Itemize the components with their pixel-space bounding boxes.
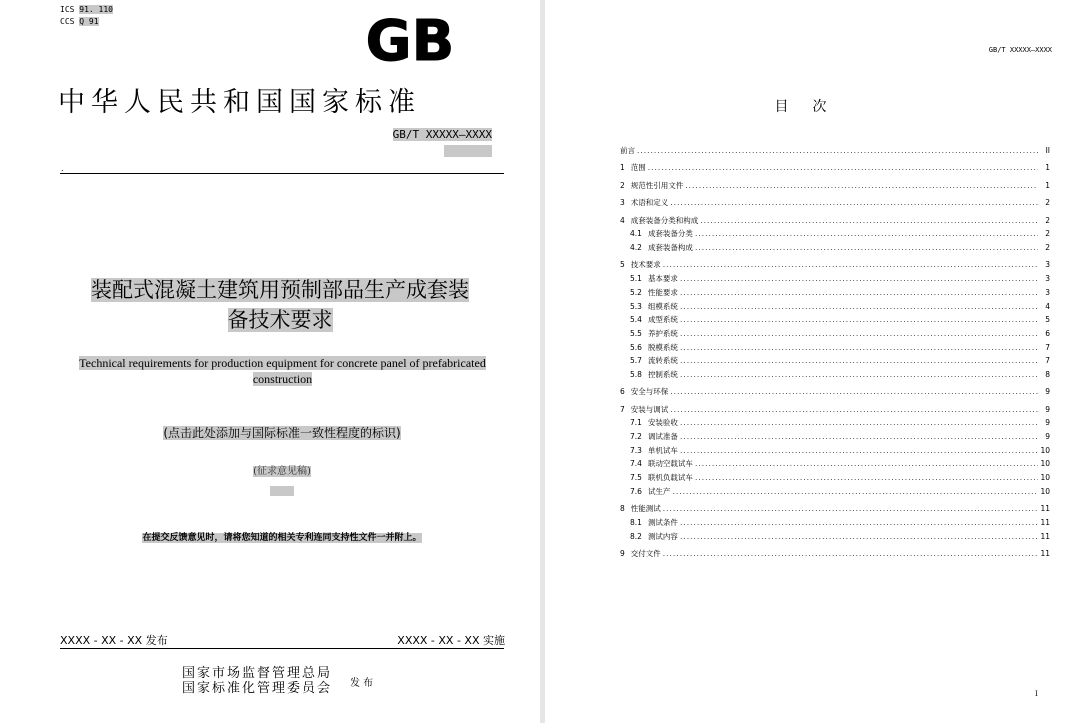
toc-running-header: GB/T XXXXX—XXXX [988, 46, 1052, 54]
toc-entry-label: 测试内容 [647, 531, 678, 541]
ics-label: ICS [60, 5, 75, 14]
toc-entry[interactable] [620, 417, 1050, 431]
toc-entry[interactable] [620, 342, 1050, 356]
toc-entry-number: 7.3 [630, 445, 642, 455]
dot-mark: . [61, 164, 64, 173]
toc-entry-label: 成套装备构成 [647, 243, 693, 253]
toc-entry-label: 技术要求 [630, 260, 661, 270]
toc-leader-dots [685, 181, 1038, 190]
toc-leader-dots [680, 315, 1038, 324]
toc-entry-number: 6 [620, 387, 625, 397]
toc-entry-page: 6 [1045, 328, 1050, 338]
toc-entry[interactable] [620, 328, 1050, 342]
toc-leader-dots [680, 518, 1038, 527]
toc-page [545, 0, 1080, 723]
toc-entry-label: 术语和定义 [630, 198, 669, 208]
toc-entry-page: 1 [1045, 163, 1050, 173]
toc-entry[interactable] [620, 162, 1050, 176]
toc-entry-number: 8.1 [630, 517, 642, 527]
toc-leader-dots [680, 370, 1038, 379]
toc-entry-number: 7 [620, 404, 625, 414]
toc-entry-page: 11 [1040, 531, 1050, 541]
issuing-authorities [182, 666, 332, 696]
toc-entry[interactable] [620, 197, 1050, 211]
toc-entry-label: 规范性引用文件 [630, 180, 684, 190]
toc-leader-dots [670, 198, 1038, 207]
publish-date[interactable]: XXXX - XX - XX 发布 [60, 634, 168, 647]
toc-entry-label: 组模系统 [647, 301, 678, 311]
toc-leader-dots [680, 418, 1038, 427]
toc-entry-number: 8.2 [630, 531, 642, 541]
toc-leader-dots [663, 504, 1038, 513]
toc-entry-page: 8 [1045, 369, 1050, 379]
toc-entry-page: 2 [1045, 198, 1050, 208]
toc-entry[interactable] [620, 445, 1050, 459]
toc-entry-label: 性能要求 [647, 287, 678, 297]
toc-entry-label: 范围 [630, 163, 646, 173]
toc-entry-page: 10 [1040, 473, 1050, 483]
toc-entry-page: 7 [1045, 342, 1050, 352]
classification-codes [60, 4, 113, 28]
gb-logo-text: GB [365, 10, 455, 66]
toc-entry-page: 9 [1045, 404, 1050, 414]
draft-label[interactable]: (征求意见稿) [253, 466, 311, 477]
toc-entry-label: 联机负载试车 [647, 473, 693, 483]
toc-entry-number: 7.4 [630, 459, 642, 469]
replaces-placeholder[interactable] [444, 145, 492, 157]
toc-entry-page: 9 [1045, 387, 1050, 397]
toc-entry[interactable] [620, 486, 1050, 500]
toc-entry-number: 9 [620, 548, 625, 558]
toc-entry-page: 7 [1045, 356, 1050, 366]
toc-leader-dots [637, 146, 1038, 155]
toc-entry-label: 调试准备 [647, 432, 678, 442]
toc-entry[interactable] [620, 180, 1050, 194]
toc-leader-dots [680, 302, 1038, 311]
toc-leader-dots [648, 163, 1038, 172]
toc-leader-dots [695, 229, 1038, 238]
toc-entry-label: 性能测试 [630, 504, 661, 514]
toc-entry-page: 3 [1045, 274, 1050, 284]
toc-entry-label: 成套装备分类和构成 [630, 215, 699, 225]
toc-entry-page: 11 [1040, 548, 1050, 558]
toc-entry-page: 2 [1045, 215, 1050, 225]
toc-entry[interactable] [620, 287, 1050, 301]
toc-entry-label: 脱模系统 [647, 342, 678, 352]
toc-leader-dots [680, 329, 1038, 338]
toc-entry[interactable] [620, 386, 1050, 400]
toc-entry[interactable] [620, 369, 1050, 383]
toc-entry-page: 3 [1045, 260, 1050, 270]
toc-entry[interactable] [620, 431, 1050, 445]
issuer-sac: 国家标准化管理委员会 [182, 681, 333, 696]
toc-entry-label: 安全与环保 [630, 387, 669, 397]
toc-leader-dots [680, 274, 1038, 283]
toc-entry-number: 7.5 [630, 473, 642, 483]
toc-entry-page: 9 [1045, 418, 1050, 428]
international-consistency-field[interactable]: (点击此处添加与国际标准一致性程度的标识) [163, 426, 401, 440]
toc-leader-dots [680, 446, 1038, 455]
toc-entry-label: 成型系统 [647, 315, 678, 325]
toc-entry[interactable] [620, 273, 1050, 287]
toc-leader-dots [680, 288, 1038, 297]
toc-entry-number: 4 [620, 215, 625, 225]
toc-entry[interactable] [620, 301, 1050, 315]
toc-entry[interactable] [620, 404, 1050, 418]
toc-entry-page: 11 [1040, 517, 1050, 527]
toc-entry-label: 试生产 [647, 486, 671, 496]
toc-entry[interactable] [620, 259, 1050, 273]
toc-entry-page: 4 [1045, 301, 1050, 311]
toc-entry-label: 流转系统 [647, 356, 678, 366]
header-rule [60, 173, 504, 174]
issue-word: 发布 [350, 678, 376, 689]
toc-entry-page: 9 [1045, 432, 1050, 442]
toc-leader-dots [695, 243, 1038, 252]
toc-title: 目次 [774, 99, 851, 115]
toc-entry[interactable] [620, 228, 1050, 242]
toc-entry-number: 5.3 [630, 301, 642, 311]
national-standard-heading: 中华人民共和国国家标准 [58, 87, 421, 118]
toc-leader-dots [670, 387, 1038, 396]
page-number: I [1035, 690, 1038, 698]
toc-entry[interactable] [620, 314, 1050, 328]
toc-entry-number: 7.2 [630, 432, 642, 442]
toc-leader-dots [680, 343, 1038, 352]
standard-number: GB/T XXXXX—XXXX [392, 128, 492, 141]
toc-entry[interactable] [620, 242, 1050, 256]
toc-leader-dots [700, 216, 1038, 225]
toc-entry-page: 10 [1040, 486, 1050, 496]
toc-entry-label: 前言 [620, 146, 635, 155]
english-title[interactable]: Technical requirements for production equipment for concrete panel of prefabricated construction [79, 356, 486, 386]
toc-entry-number: 8 [620, 504, 625, 514]
toc-entry-number: 5.7 [630, 356, 642, 366]
toc-entry-number: 3 [620, 198, 625, 208]
ccs-label: CCS [60, 17, 75, 26]
toc-list [620, 145, 1050, 562]
toc-entry-label: 单机试车 [647, 445, 678, 455]
toc-entry-page: 2 [1045, 243, 1050, 253]
toc-entry-page: 11 [1040, 504, 1050, 514]
toc-entry-number: 5.5 [630, 328, 642, 338]
toc-entry-label: 养护系统 [647, 328, 678, 338]
toc-entry-number: 4.1 [630, 229, 642, 239]
patent-notice: 在提交反馈意见时，请将您知道的相关专利连同支持性文件一并附上。 [142, 533, 422, 543]
toc-leader-dots [680, 432, 1038, 441]
toc-leader-dots [670, 405, 1038, 414]
toc-entry[interactable] [620, 355, 1050, 369]
toc-entry[interactable] [620, 458, 1050, 472]
toc-entry[interactable] [620, 503, 1050, 517]
toc-entry-number: 5.6 [630, 342, 642, 352]
toc-entry-page: 10 [1040, 445, 1050, 455]
draft-date-placeholder[interactable] [270, 486, 294, 496]
toc-entry[interactable] [620, 548, 1050, 562]
toc-entry-number: 5 [620, 260, 625, 270]
toc-entry[interactable] [620, 145, 1050, 159]
toc-entry-label: 交付文件 [630, 548, 661, 558]
toc-entry-label: 测试条件 [647, 517, 678, 527]
toc-entry-page: 10 [1040, 459, 1050, 469]
toc-entry-label: 基本要求 [647, 274, 678, 284]
toc-leader-dots [680, 532, 1038, 541]
toc-entry-page: 2 [1045, 229, 1050, 239]
toc-leader-dots [695, 459, 1038, 468]
toc-leader-dots [672, 487, 1038, 496]
toc-entry-number: 5.8 [630, 369, 642, 379]
ics-value[interactable]: 91. 110 [79, 5, 113, 14]
toc-leader-dots [663, 549, 1038, 558]
footer-rule [60, 648, 504, 649]
toc-leader-dots [663, 260, 1038, 269]
toc-entry-number: 7.6 [630, 486, 642, 496]
toc-entry-page: II [1045, 146, 1050, 155]
toc-entry-label: 安装验收 [647, 418, 678, 428]
toc-entry-label: 联动空载试车 [647, 459, 693, 469]
toc-entry-number: 4.2 [630, 243, 642, 253]
toc-entry-page: 1 [1045, 180, 1050, 190]
gb-logo [355, 10, 465, 66]
toc-leader-dots [680, 356, 1038, 365]
toc-entry-number: 1 [620, 163, 625, 173]
ccs-value[interactable]: Q 91 [79, 17, 99, 26]
toc-entry-label: 控制系统 [647, 369, 678, 379]
toc-leader-dots [695, 473, 1038, 482]
toc-entry-number: 5.1 [630, 274, 642, 284]
toc-entry[interactable] [620, 517, 1050, 531]
toc-entry-number: 7.1 [630, 418, 642, 428]
toc-entry[interactable] [620, 215, 1050, 229]
toc-entry-number: 5.4 [630, 315, 642, 325]
toc-entry-label: 安装与调试 [630, 404, 669, 414]
issuer-samr: 国家市场监督管理总局 [182, 666, 333, 681]
toc-entry[interactable] [620, 531, 1050, 545]
implement-date[interactable]: XXXX - XX - XX 实施 [397, 634, 505, 647]
toc-entry-number: 2 [620, 180, 625, 190]
toc-entry-page: 5 [1045, 315, 1050, 325]
toc-entry-label: 成套装备分类 [647, 229, 693, 239]
toc-entry-number: 5.2 [630, 287, 642, 297]
toc-entry-page: 3 [1045, 287, 1050, 297]
chinese-title[interactable]: 装配式混凝土建筑用预制部品生产成套装 备技术要求 [91, 278, 469, 332]
toc-entry[interactable] [620, 472, 1050, 486]
